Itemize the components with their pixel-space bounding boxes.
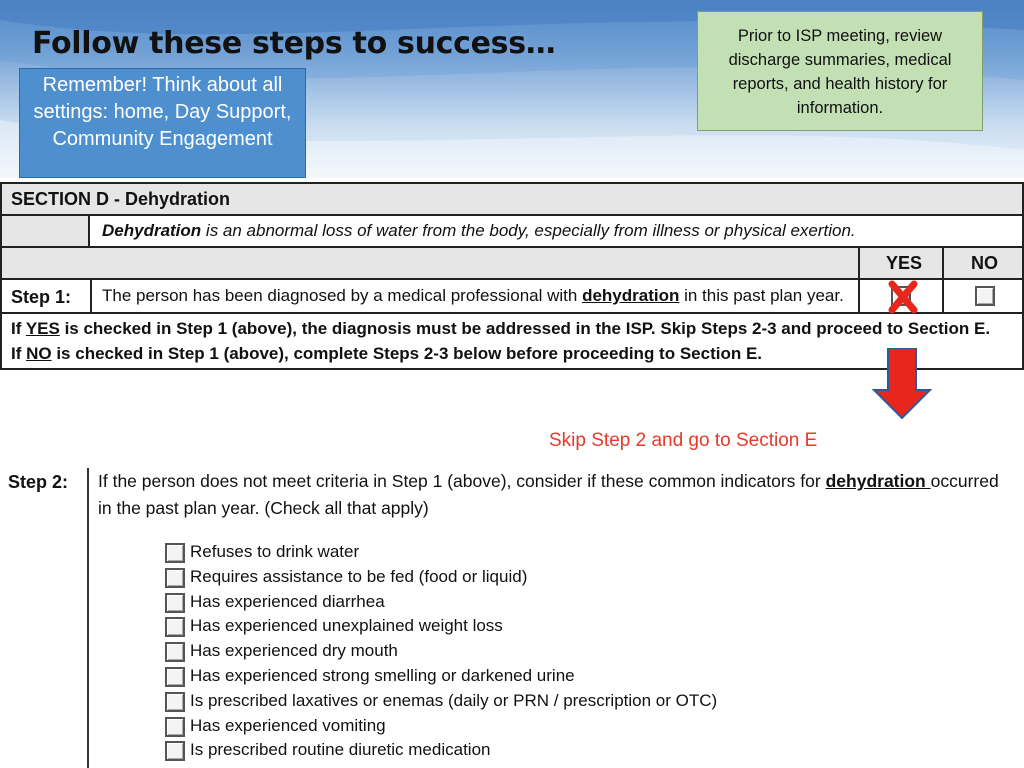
instruction-no bbox=[11, 344, 762, 364]
step1-no-checkbox[interactable] bbox=[975, 286, 995, 306]
skip-step2-note: Skip Step 2 and go to Section E bbox=[549, 430, 818, 451]
step2-text-pre: If the person does not meet criteria in Step 1 (above), consider if these common indicators for bbox=[98, 471, 826, 491]
instructions-row bbox=[0, 314, 1024, 370]
no-column-header: NO bbox=[971, 253, 998, 273]
step2-instructions bbox=[98, 468, 1008, 522]
indicator-checkbox[interactable] bbox=[165, 617, 185, 637]
indicator-checkbox[interactable] bbox=[165, 741, 185, 761]
instruction-no-keyword: NO bbox=[26, 344, 52, 363]
instruction-no-body: is checked in Step 1 (above), complete Steps 2-3 below before proceeding to Section E. bbox=[51, 344, 763, 363]
indicator-label: Has experienced diarrhea bbox=[190, 591, 385, 611]
indicator-checkbox[interactable] bbox=[165, 593, 185, 613]
step1-text-pre: The person has been diagnosed by a medical professional with bbox=[102, 286, 583, 305]
down-arrow-icon bbox=[872, 348, 932, 420]
instruction-yes-keyword: YES bbox=[25, 319, 60, 338]
definition-text bbox=[102, 221, 856, 241]
indicator-checkbox[interactable] bbox=[165, 717, 185, 737]
definition-row-spacer bbox=[2, 216, 90, 246]
column-divider bbox=[858, 280, 860, 312]
step2-text-post: occurred in the past plan year. (Check all that apply) bbox=[98, 471, 999, 518]
indicator-checkbox[interactable] bbox=[165, 642, 185, 662]
indicator-label: Is prescribed routine diuretic medication bbox=[190, 740, 491, 760]
definition-term: Dehydration bbox=[102, 221, 202, 240]
column-divider bbox=[858, 248, 860, 278]
slide-title: Follow these steps to success… bbox=[32, 26, 556, 61]
yes-column-header: YES bbox=[886, 253, 923, 273]
yes-no-header-row bbox=[0, 248, 1024, 280]
step2-text-term: dehydration bbox=[825, 471, 931, 491]
instruction-yes-body: is checked in Step 1 (above), the diagnosis must be addressed in the ISP. Skip Steps 2-3 and proceed to Section E. bbox=[59, 319, 991, 338]
definition-body: is an abnormal loss of water from the body, especially from illness or physical exertion. bbox=[201, 221, 856, 240]
step2-label: Step 2: bbox=[8, 472, 69, 492]
form-area bbox=[0, 178, 1024, 768]
indicator-checkbox[interactable] bbox=[165, 543, 185, 563]
indicator-checkbox[interactable] bbox=[165, 568, 185, 588]
column-divider bbox=[90, 280, 92, 312]
step1-text-post: in this past plan year. bbox=[679, 286, 844, 305]
step2-divider bbox=[87, 468, 89, 768]
indicator-checkbox[interactable] bbox=[165, 692, 185, 712]
indicator-label: Is prescribed laxatives or enemas (daily or PRN / prescription or OTC) bbox=[190, 690, 718, 710]
step1-label: Step 1: bbox=[11, 287, 72, 307]
section-title-row bbox=[0, 182, 1024, 216]
section-title: SECTION D - Dehydration bbox=[11, 189, 231, 209]
definition-row bbox=[0, 216, 1024, 248]
step1-question bbox=[102, 286, 844, 306]
instruction-no-prefix: If bbox=[11, 344, 27, 363]
step1-text-term: dehydration bbox=[582, 286, 680, 305]
settings-reminder-callout: Remember! Think about all settings: home, Day Support, Community Engagement bbox=[19, 68, 306, 178]
indicator-checkbox[interactable] bbox=[165, 667, 185, 687]
isp-prep-note: Prior to ISP meeting, review discharge summaries, medical reports, and health history for information. bbox=[697, 11, 983, 131]
instruction-yes bbox=[11, 319, 990, 339]
indicator-label: Has experienced strong smelling or darkened urine bbox=[190, 665, 575, 685]
column-divider bbox=[942, 248, 944, 278]
indicator-label: Has experienced dry mouth bbox=[190, 641, 398, 661]
instruction-yes-prefix: If bbox=[11, 319, 26, 338]
x-mark-icon bbox=[886, 280, 920, 314]
indicator-label: Requires assistance to be fed (food or liquid) bbox=[190, 566, 528, 586]
step1-row bbox=[0, 280, 1024, 314]
indicator-label: Has experienced unexplained weight loss bbox=[190, 616, 503, 636]
column-divider bbox=[942, 280, 944, 312]
indicator-label: Has experienced vomiting bbox=[190, 715, 386, 735]
indicator-label: Refuses to drink water bbox=[190, 542, 360, 561]
